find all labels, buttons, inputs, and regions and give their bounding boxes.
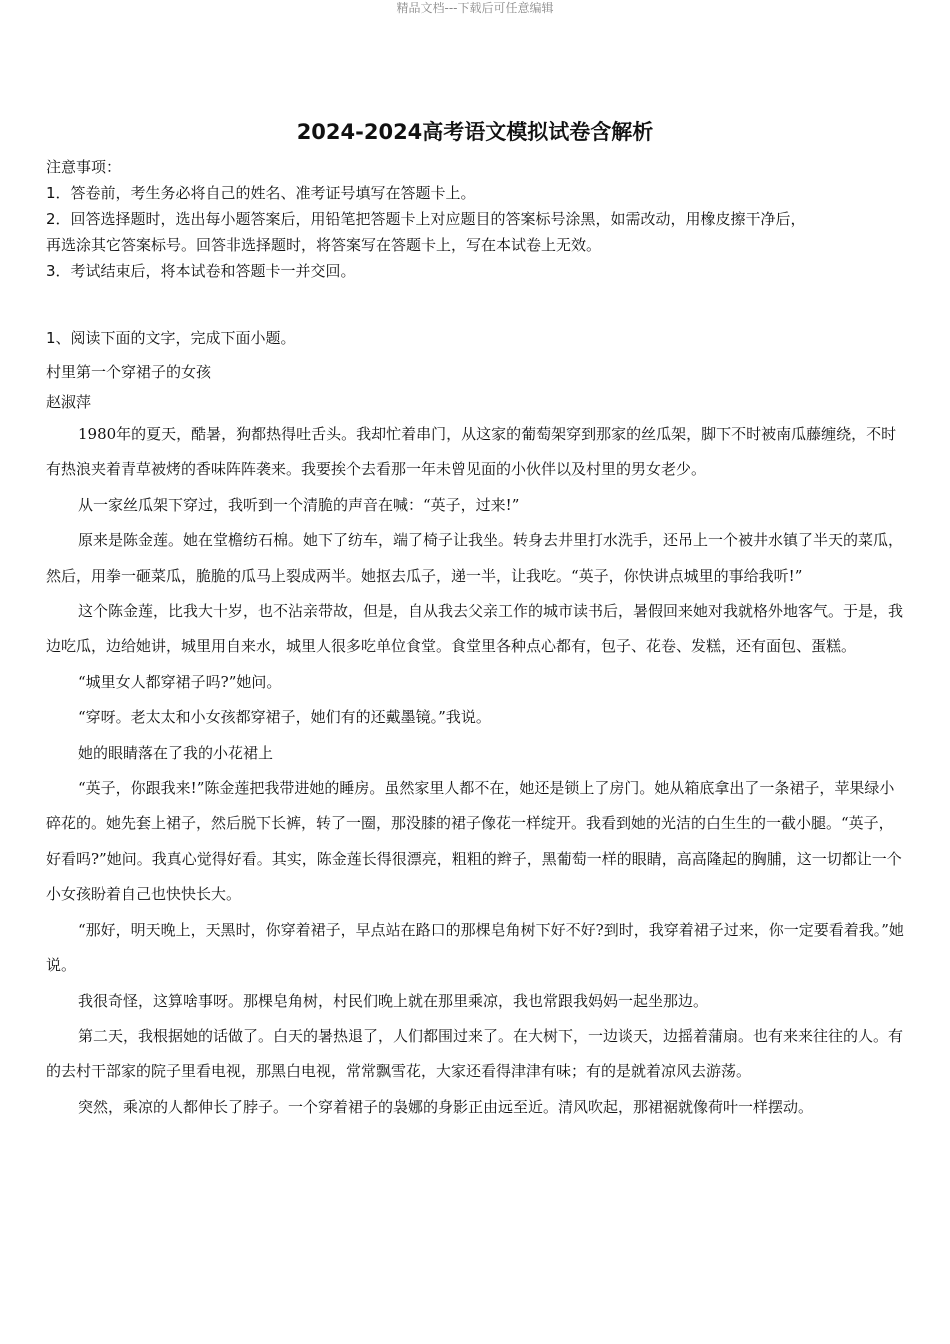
story-paragraph: 从一家丝瓜架下穿过，我听到一个清脆的声音在喊：“英子，过来!” [78,495,520,514]
story-paragraph: 第二天，我根据她的话做了。白天的暑热退了，人们都围过来了。在大树下，一边谈天，边摇着蒲扇。也有来来往往的人。有的去村干部家的院子里看电视，那黑白电视，常常飘雪花，大家还看得津津有味；有的是就着凉风去游荡。 [46,1026,904,1081]
story-paragraph: 这个陈金莲，比我大十岁，也不沾亲带故，但是，自从我去父亲工作的城市读书后，暑假回来她对我就格外地客气。于是，我边吃瓜，边给她讲，城里用自来水，城里人很多吃单位食堂。食堂里各种点心都有，包子、花卷、发糕，还有面包、蛋糕。 [46,602,904,656]
story-paragraph: “穿呀。老太太和小女孩都穿裙子，她们有的还戴墨镜。”我说。 [78,708,491,727]
story-paragraph: “那好，明天晚上，天黑时，你穿着裙子，早点站在路口的那棵皂角树下好不好?到时，我穿着裙子过来，你一定要看着我。”她说。 [46,920,904,975]
notice-heading: 注意事项： [46,158,122,176]
page-header-watermark: 精品文档---下载后可任意编辑 [396,1,554,15]
notice-item-2: 2．回答选择题时，选出每小题答案后，用铅笔把答题卡上对应题目的答案标号涂黑，如需改动，用橡皮擦干净后， [46,210,806,228]
story-author: 赵淑萍 [46,393,92,411]
story-paragraph: 1980年的夏天，酷暑，狗都热得吐舌头。我却忙着串门，从这家的葡萄架穿到那家的丝瓜架，脚下不时被南瓜藤缠绕，不时有热浪夹着青草被烤的香味阵阵袭来。我要挨个去看那一年未曾见面的小伙伴以及村里的男女老少。 [46,425,897,479]
question-content [46,325,906,1125]
notice-section [46,154,906,284]
story-paragraph: 原来是陈金莲。她在堂檐纺石棉。她下了纺车，端了椅子让我坐。转身去井里打水洗手，还吊上一个被井水镇了半天的菜瓜，然后，用拳一砸菜瓜，脆脆的瓜马上裂成两半。她抠去瓜子，递一半，让我吃。“英子，你快讲点城里的事给我听!” [46,531,904,585]
story-paragraph: “城里女人都穿裙子吗?”她问。 [78,672,282,691]
story-paragraph: “英子，你跟我来!”陈金莲把我带进她的睡房。虽然家里人都不在，她还是锁上了房门。她从箱底拿出了一条裙子，苹果绿小碎花的。她先套上裙子，然后脱下长裤，转了一圈，那没膝的裙子像花一样绽开。我看到她的光洁的白生生的一截小腿。“英子，好看吗?”她问。我真心觉得好看。其实，陈金莲长得很漂亮，粗粗的辫子，黑葡萄一样的眼睛，高高隆起的胸脯，这一切都让一个小女孩盼着自己也快快长大。 [46,779,902,904]
notice-item-1: 1．答卷前，考生务必将自己的姓名、准考证号填写在答题卡上。 [46,184,476,202]
story-paragraph: 她的眼睛落在了我的小花裙上 [78,743,274,762]
story-title: 村里第一个穿裙子的女孩 [46,363,212,381]
story-paragraph: 我很奇怪，这算啥事呀。那棵皂角树，村民们晚上就在那里乘凉，我也常跟我妈妈一起坐那边。 [78,991,709,1010]
story-paragraph: 突然，乘凉的人都伸长了脖子。一个穿着裙子的袅娜的身影正由远至近。清风吹起，那裙裾就像荷叶一样摆动。 [78,1097,814,1116]
notice-item-2-continued: 再选涂其它答案标号。回答非选择题时，将答案写在答题卡上，写在本试卷上无效。 [46,236,602,254]
notice-item-3: 3．考试结束后，将本试卷和答题卡一并交回。 [46,262,356,280]
document-title: 2024-2024高考语文模拟试卷含解析 [296,120,654,144]
question-intro: 1、阅读下面的文字，完成下面小题。 [46,329,296,347]
